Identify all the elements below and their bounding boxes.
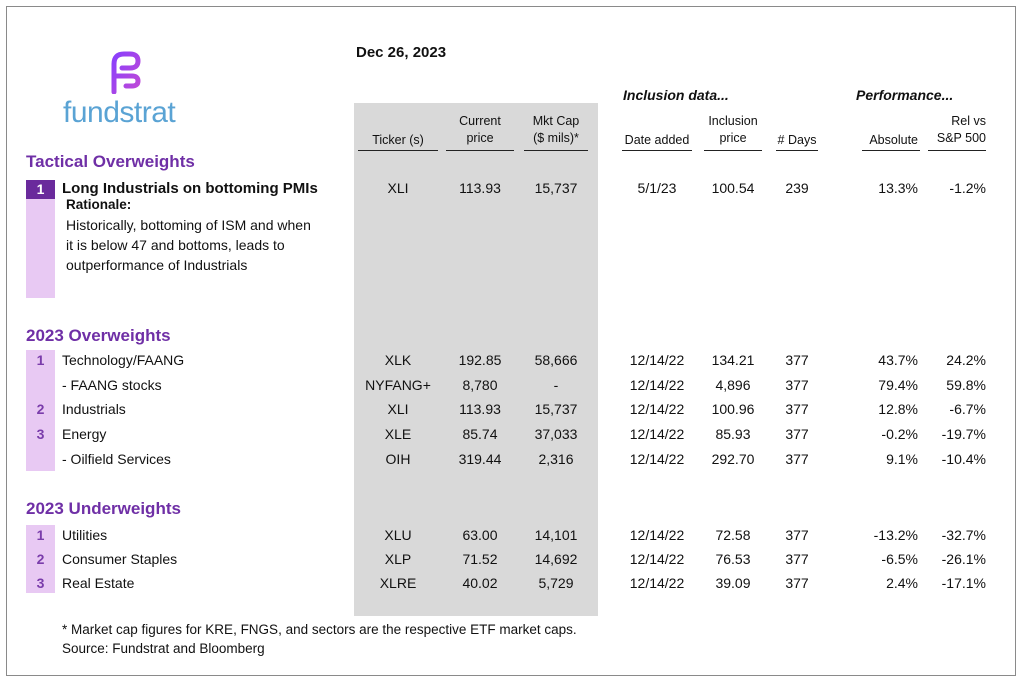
row-name: Utilities	[62, 527, 108, 543]
header-rel-line2: S&P 500	[936, 131, 986, 145]
header-underline	[776, 150, 818, 151]
row-number: 2	[36, 551, 45, 567]
row-date-added: 12/14/22	[629, 401, 685, 417]
row-inclusion-price: 292.70	[711, 451, 755, 467]
row-date-added: 12/14/22	[629, 426, 685, 442]
rationale-line: Historically, bottoming of ISM and when	[66, 217, 311, 233]
row-mktcap: -	[553, 377, 559, 393]
row-inclusion-price: 100.96	[711, 401, 755, 417]
row-date-added: 12/14/22	[629, 451, 685, 467]
header-current-price-line2: price	[466, 131, 494, 145]
row-price: 192.85	[458, 352, 502, 368]
header-underline	[446, 150, 514, 151]
row-days: 377	[785, 426, 809, 442]
row-price: 71.52	[462, 551, 498, 567]
row-relative: -19.7%	[941, 426, 986, 442]
header-underline	[622, 150, 692, 151]
row-relative: -10.4%	[941, 451, 986, 467]
tactical-ticker: XLI	[387, 180, 409, 196]
row-inclusion-price: 4,896	[715, 377, 751, 393]
tactical-relative: -1.2%	[949, 180, 986, 196]
row-days: 377	[785, 377, 809, 393]
header-current-price-line1: Current	[459, 114, 501, 128]
row-ticker: XLK	[384, 352, 412, 368]
row-absolute: 9.1%	[886, 451, 918, 467]
row-date-added: 12/14/22	[629, 551, 685, 567]
row-name: Consumer Staples	[62, 551, 178, 567]
row-mktcap: 15,737	[534, 401, 578, 417]
tactical-days: 239	[785, 180, 809, 196]
header-inclusion-price	[700, 113, 766, 147]
row-inclusion-price: 39.09	[715, 575, 751, 591]
rationale-label: Rationale:	[66, 197, 132, 212]
fundstrat-logo-icon	[108, 50, 142, 94]
row-days: 377	[785, 352, 809, 368]
row-inclusion-price: 85.93	[715, 426, 751, 442]
row-absolute: 79.4%	[878, 377, 918, 393]
row-name: - FAANG stocks	[62, 377, 162, 393]
rationale-line: outperformance of Industrials	[66, 257, 248, 273]
row-ticker: XLE	[384, 426, 412, 442]
row-name: Technology/FAANG	[62, 352, 185, 368]
row-ticker: XLRE	[379, 575, 417, 591]
rationale-text	[66, 215, 311, 275]
row-relative: -26.1%	[941, 551, 986, 567]
footnote: * Market cap figures for KRE, FNGS, and sectors are the respective ETF market caps.	[62, 622, 577, 637]
tactical-absolute: 13.3%	[878, 180, 918, 196]
row-name: Industrials	[62, 401, 126, 417]
row-days: 377	[785, 527, 809, 543]
tactical-number: 1	[36, 181, 45, 197]
row-number: 3	[36, 426, 45, 442]
row-price: 8,780	[462, 377, 498, 393]
row-ticker: XLU	[384, 527, 412, 543]
row-inclusion-price: 134.21	[711, 352, 755, 368]
row-absolute: 12.8%	[878, 401, 918, 417]
header-underline	[704, 150, 762, 151]
row-days: 377	[785, 451, 809, 467]
header-rel-line1: Rel vs	[951, 114, 986, 128]
row-relative: 24.2%	[946, 352, 986, 368]
inclusion-group-label: Inclusion data...	[623, 87, 729, 103]
row-absolute: 43.7%	[878, 352, 918, 368]
row-name: Real Estate	[62, 575, 135, 591]
section-title-tactical: Tactical Overweights	[26, 152, 195, 171]
row-absolute: -13.2%	[873, 527, 918, 543]
row-ticker: OIH	[385, 451, 411, 467]
row-date-added: 12/14/22	[629, 352, 685, 368]
header-absolute: Absolute	[869, 133, 918, 147]
header-underline	[358, 150, 438, 151]
header-inclusion-price-line1: Inclusion	[708, 114, 758, 128]
row-date-added: 12/14/22	[629, 527, 685, 543]
row-date-added: 12/14/22	[629, 575, 685, 591]
header-days: # Days	[777, 133, 817, 147]
row-mktcap: 58,666	[534, 352, 578, 368]
row-price: 113.93	[459, 401, 501, 417]
row-relative: -32.7%	[941, 527, 986, 543]
row-mktcap: 37,033	[534, 426, 578, 442]
row-number: 2	[36, 401, 45, 417]
row-ticker: NYFANG+	[365, 377, 431, 393]
row-days: 377	[785, 575, 809, 591]
tactical-side-bar	[26, 199, 55, 298]
row-inclusion-price: 72.58	[715, 527, 751, 543]
row-price: 63.00	[462, 527, 498, 543]
row-number: 1	[36, 527, 45, 543]
rationale-line: it is below 47 and bottoms, leads to	[66, 237, 285, 253]
row-name: Energy	[62, 426, 107, 442]
header-underline	[862, 150, 920, 151]
row-relative: 59.8%	[946, 377, 986, 393]
row-days: 377	[785, 551, 809, 567]
row-mktcap: 5,729	[538, 575, 574, 591]
header-current-price	[442, 113, 518, 147]
header-mkt-cap	[520, 113, 592, 147]
header-underline	[524, 150, 588, 151]
row-inclusion-price: 76.53	[715, 551, 751, 567]
tactical-inclusion-price: 100.54	[711, 180, 755, 196]
row-mktcap: 2,316	[538, 451, 574, 467]
row-price: 85.74	[462, 426, 498, 442]
source-note: Source: Fundstrat and Bloomberg	[62, 641, 265, 656]
row-absolute: -0.2%	[881, 426, 918, 442]
row-ticker: XLI	[387, 401, 409, 417]
row-price: 40.02	[462, 575, 498, 591]
row-days: 377	[785, 401, 809, 417]
row-date-added: 12/14/22	[629, 377, 685, 393]
row-absolute: -6.5%	[881, 551, 918, 567]
section-title-underweights: 2023 Underweights	[26, 499, 181, 518]
row-mktcap: 14,101	[534, 527, 578, 543]
row-number: 3	[36, 575, 45, 591]
row-mktcap: 14,692	[534, 551, 578, 567]
header-mkt-cap-line1: Mkt Cap	[532, 114, 580, 128]
header-date-added: Date added	[624, 133, 690, 147]
row-price: 319.44	[458, 451, 502, 467]
header-mkt-cap-line2: ($ mils)*	[533, 131, 579, 145]
tactical-date-added: 5/1/23	[637, 180, 677, 196]
row-relative: -6.7%	[949, 401, 986, 417]
row-ticker: XLP	[384, 551, 412, 567]
row-absolute: 2.4%	[886, 575, 918, 591]
tactical-trade-name: Long Industrials on bottoming PMIs	[62, 180, 318, 197]
header-rel-sp500	[924, 113, 986, 147]
header-ticker: Ticker (s)	[372, 133, 424, 147]
report-date: Dec 26, 2023	[356, 44, 447, 61]
header-underline	[928, 150, 986, 151]
row-relative: -17.1%	[941, 575, 986, 591]
tactical-mktcap: 15,737	[534, 180, 578, 196]
row-number: 1	[36, 352, 45, 368]
brand-name: fundstrat	[63, 96, 176, 129]
header-inclusion-price-line2: price	[719, 131, 747, 145]
performance-group-label: Performance...	[856, 87, 954, 103]
row-name: - Oilfield Services	[62, 451, 171, 467]
section-title-overweights: 2023 Overweights	[26, 326, 171, 345]
tactical-price: 113.93	[459, 180, 501, 196]
